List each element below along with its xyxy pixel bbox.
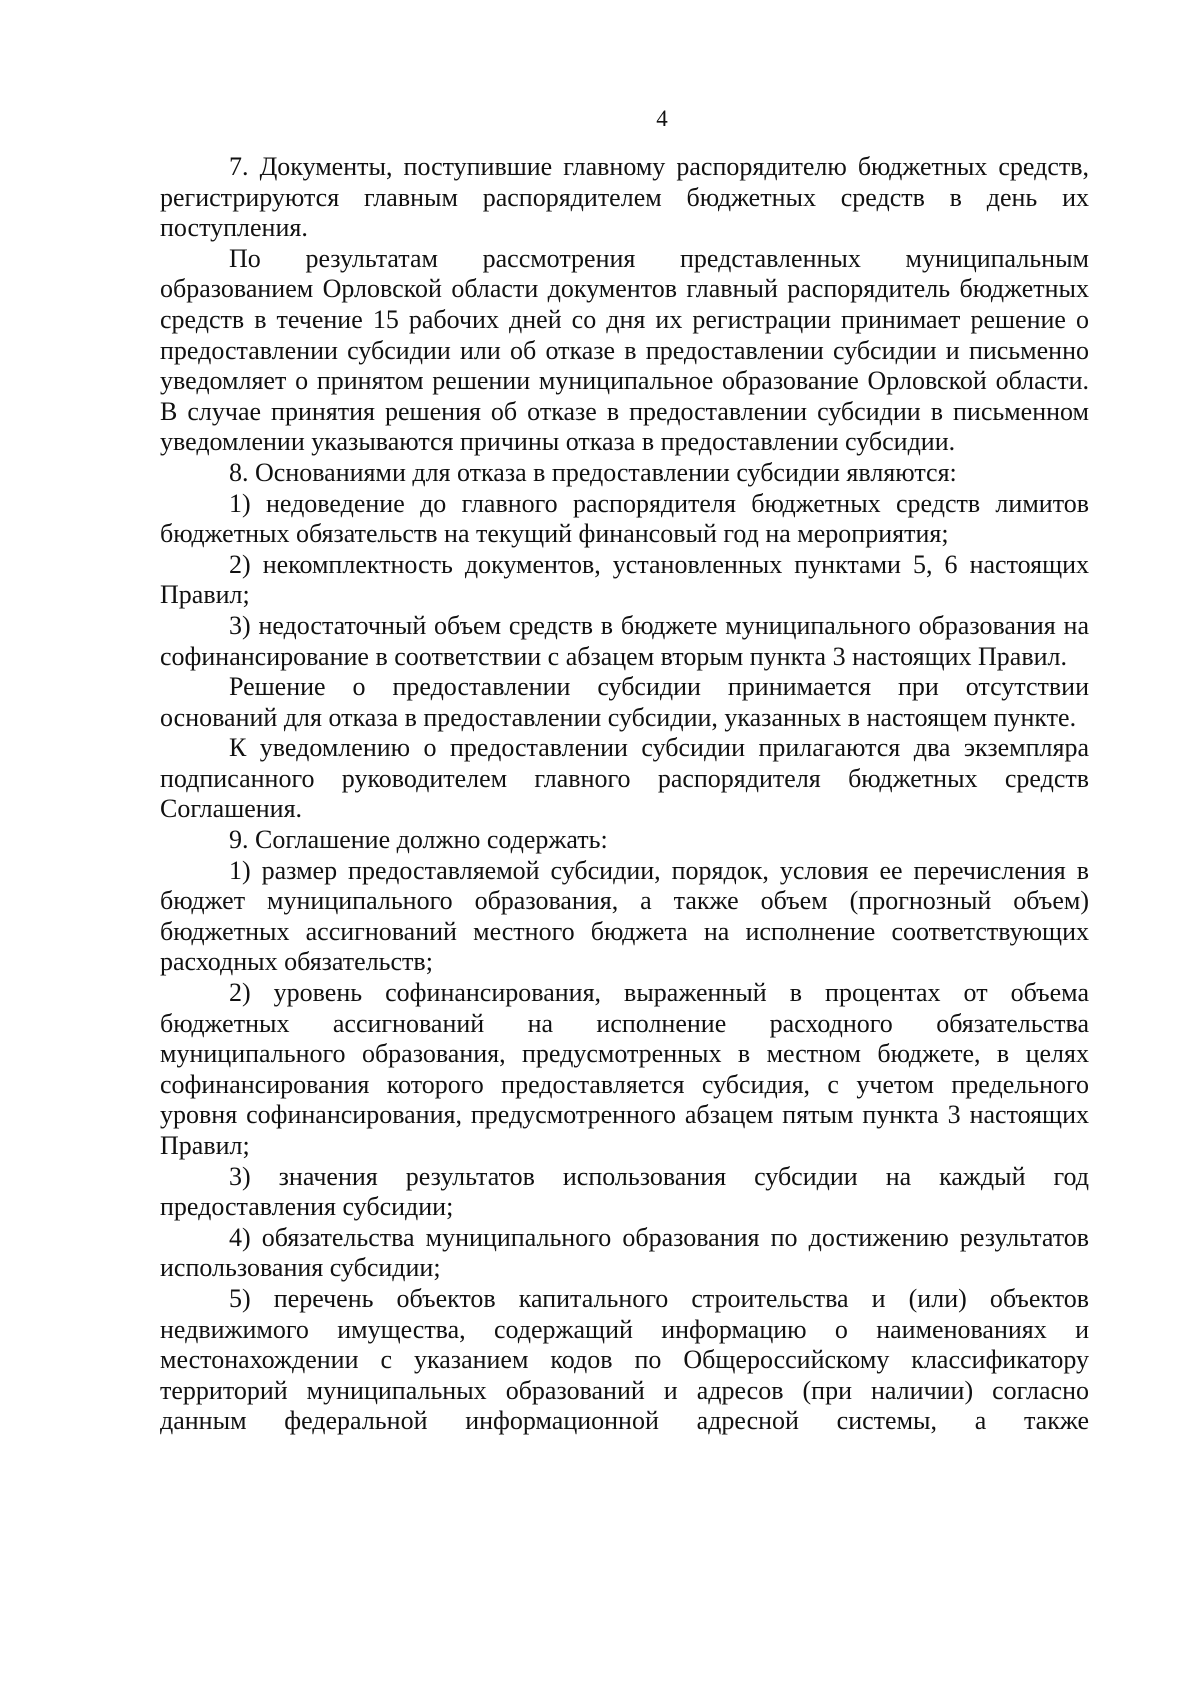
- paragraph-9-item-2: 2) уровень софинансирования, выраженный в процентах от объема бюджетных ассигнований на исполнение расходного обязательства муниципального образования, предусмотренных в местном бюджете, в целях софинансирования которого предоставляется субсидия, с учетом предельного уровня софинансирования, предусмотренного абзацем пятым пункта 3 настоящих Правил;: [160, 978, 1089, 1160]
- paragraph-review-results: По результатам рассмотрения представленных муниципальным образованием Орловской области документов главный распорядитель бюджетных средств в течение 15 рабочих дней со дня их регистрации принимает решение о предоставлении субсидии или об отказе в предоставлении субсидии и письменно уведомляет о принятом решении муниципальное образование Орловской области. В случае принятия решения об отказе в предоставлении субсидии в письменном уведомлении указываются причины отказа в предоставлении субсидии.: [160, 243, 1089, 457]
- paragraph-9-item-3: 3) значения результатов использования субсидии на каждый год предоставления субсидии;: [160, 1161, 1089, 1222]
- paragraph-decision: Решение о предоставлении субсидии принимается при отсутствии оснований для отказа в предоставлении субсидии, указанных в настоящем пункте.: [160, 672, 1089, 732]
- paragraph-notification: К уведомлению о предоставлении субсидии прилагаются два экземпляра подписанного руководителем главного распорядителя бюджетных средств Соглашения.: [160, 733, 1089, 824]
- paragraph-8-grounds: 8. Основаниями для отказа в предоставлении субсидии являются:: [229, 457, 957, 487]
- page-number: 4: [656, 106, 668, 131]
- paragraph-9-item-4: 4) обязательства муниципального образования по достижению результатов использования субсидии;: [160, 1222, 1089, 1283]
- paragraph-8-item-2: 2) некомплектность документов, установленных пунктами 5, 6 настоящих Правил;: [160, 549, 1089, 610]
- paragraph-9-item-5: 5) перечень объектов капитального строительства и (или) объектов недвижимого имущества, содержащий информацию о наименованиях и местонахождении с указанием кодов по Общероссийскому классификатору территорий муниципальных образований и адресов (при наличии) согласно данным федеральной информационной адресной системы, а также: [160, 1283, 1089, 1436]
- document-body: [160, 152, 1089, 1437]
- paragraph-9-agreement: 9. Соглашение должно содержать:: [229, 825, 608, 855]
- paragraph-9-item-1: 1) размер предоставляемой субсидии, порядок, условия ее перечисления в бюджет муниципального образования, а также объем (прогнозный объем) бюджетных ассигнований местного бюджета на исполнение соответствующих расходных обязательств;: [160, 855, 1089, 977]
- paragraph-8-item-1: 1) недоведение до главного распорядителя бюджетных средств лимитов бюджетных обязательств на текущий финансовый год на мероприятия;: [160, 488, 1089, 549]
- paragraph-8-item-3: 3) недостаточный объем средств в бюджете муниципального образования на софинансирование в соответствии с абзацем вторым пункта 3 настоящих Правил.: [160, 610, 1089, 671]
- paragraph-7-documents: 7. Документы, поступившие главному распорядителю бюджетных средств, регистрируются главным распорядителем бюджетных средств в день их поступления.: [160, 152, 1089, 243]
